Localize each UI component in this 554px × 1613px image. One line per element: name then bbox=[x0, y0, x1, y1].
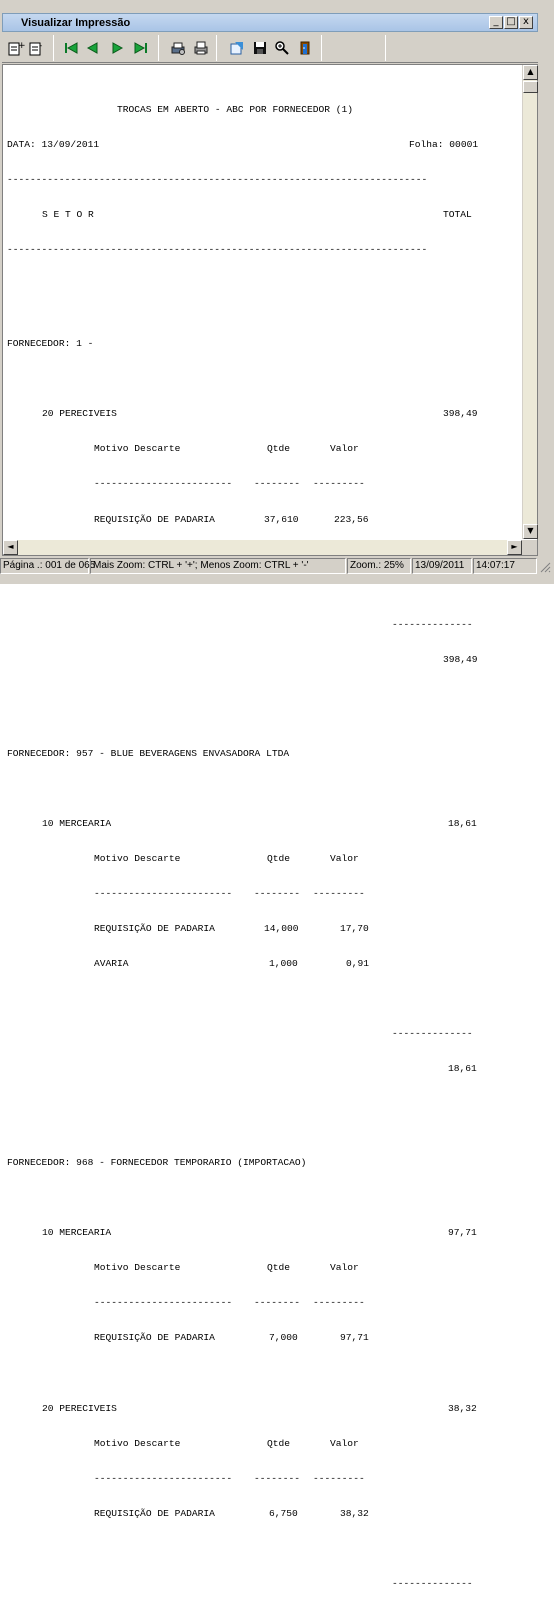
column-header-valor: Valor bbox=[330, 1262, 359, 1274]
rule: ------------------------------------------------------------------------- bbox=[7, 244, 428, 256]
status-zoom-hint: Mais Zoom: CTRL + '+'; Menos Zoom: CTRL + '-' bbox=[90, 558, 346, 574]
report-title: TROCAS EM ABERTO - ABC POR FORNECEDOR (1) bbox=[117, 104, 354, 116]
sector-total: 38,32 bbox=[448, 1402, 477, 1414]
rule: -------------- bbox=[392, 1028, 473, 1040]
report-page-number: Folha: 00001 bbox=[409, 139, 479, 151]
maximize-button[interactable]: □ bbox=[504, 16, 518, 29]
column-header-motivo: Motivo Descarte bbox=[94, 443, 181, 455]
scrollbar-corner bbox=[522, 540, 537, 555]
row-valor: 223,56 bbox=[334, 513, 369, 525]
sector-name: 10 MERCEARIA bbox=[42, 1227, 112, 1239]
minimize-button[interactable]: _ bbox=[489, 16, 503, 29]
save-icon[interactable] bbox=[251, 39, 269, 57]
status-time: 14:07:17 bbox=[473, 558, 537, 574]
column-header-motivo: Motivo Descarte bbox=[94, 1262, 181, 1274]
rule: ------------------------ bbox=[94, 1472, 233, 1484]
close-button[interactable]: x bbox=[519, 16, 533, 29]
row-valor: 97,71 bbox=[340, 1332, 369, 1344]
resize-grip-icon[interactable] bbox=[539, 561, 551, 573]
vertical-scrollbar[interactable] bbox=[522, 65, 537, 539]
column-header-qtde: Qtde bbox=[267, 852, 291, 864]
rule: --------- bbox=[313, 1472, 365, 1484]
column-header-total: TOTAL bbox=[443, 209, 472, 221]
row-motivo: REQUISIÇÃO DE PADARIA bbox=[94, 1332, 215, 1344]
row-valor: 17,70 bbox=[340, 922, 369, 934]
sector-total: 398,49 bbox=[443, 408, 478, 420]
scroll-right-icon[interactable]: ► bbox=[507, 540, 522, 555]
export-icon[interactable] bbox=[228, 39, 246, 57]
first-page-icon[interactable] bbox=[62, 39, 80, 57]
toolbar-separator bbox=[158, 35, 159, 61]
supplier-heading: FORNECEDOR: 957 - BLUE BEVERAGENS ENVASADORA LTDA bbox=[7, 747, 290, 759]
rule: ------------------------------------------------------------------------- bbox=[7, 174, 428, 186]
rule: -------------- bbox=[392, 1578, 473, 1590]
row-motivo: AVARIA bbox=[94, 958, 129, 970]
row-qtde: 6,750 bbox=[269, 1507, 298, 1519]
rule: -------- bbox=[254, 1472, 301, 1484]
supplier-subtotal: 18,61 bbox=[448, 1063, 477, 1075]
status-date: 13/09/2011 bbox=[412, 558, 472, 574]
supplier-heading: FORNECEDOR: 1 - bbox=[7, 338, 94, 350]
toolbar-separator bbox=[53, 35, 54, 61]
row-motivo: REQUISIÇÃO DE PADARIA bbox=[94, 922, 215, 934]
row-motivo: REQUISIÇÃO DE PADARIA bbox=[94, 1507, 215, 1519]
rule: ------------------------ bbox=[94, 887, 233, 899]
sector-name: 20 PERECIVEIS bbox=[42, 1402, 117, 1414]
supplier-heading: FORNECEDOR: 968 - FORNECEDOR TEMPORARIO (IMPORTACAO) bbox=[7, 1156, 307, 1168]
row-qtde: 14,000 bbox=[264, 922, 299, 934]
rule: -------- bbox=[254, 1297, 301, 1309]
sector-name: 20 PERECIVEIS bbox=[42, 408, 117, 420]
row-motivo: REQUISIÇÃO DE PADARIA bbox=[94, 513, 215, 525]
row-qtde: 37,610 bbox=[264, 513, 299, 525]
column-header-qtde: Qtde bbox=[267, 1262, 291, 1274]
sector-total: 18,61 bbox=[448, 817, 477, 829]
zoom-out-page-icon[interactable] bbox=[28, 39, 46, 57]
print-icon[interactable] bbox=[192, 39, 210, 57]
status-bar bbox=[0, 558, 554, 574]
status-zoom: Zoom.: 25% bbox=[347, 558, 411, 574]
zoom-in-page-icon[interactable] bbox=[7, 39, 25, 57]
status-page: Página .: 001 de 065 bbox=[0, 558, 89, 574]
exit-icon[interactable] bbox=[296, 39, 314, 57]
column-header-valor: Valor bbox=[330, 1437, 359, 1449]
column-header-valor: Valor bbox=[330, 443, 359, 455]
toolbar-separator bbox=[385, 35, 386, 61]
toolbar-separator bbox=[216, 35, 217, 61]
column-header-qtde: Qtde bbox=[267, 1437, 291, 1449]
horizontal-scrollbar[interactable] bbox=[3, 540, 522, 555]
next-page-icon[interactable] bbox=[108, 39, 126, 57]
window-title: Visualizar Impressão bbox=[21, 17, 131, 29]
column-header-qtde: Qtde bbox=[267, 443, 291, 455]
sector-total: 97,71 bbox=[448, 1227, 477, 1239]
rule: -------- bbox=[254, 478, 301, 490]
search-icon[interactable] bbox=[273, 39, 291, 57]
svg-text:-: - bbox=[39, 41, 43, 51]
rule: --------- bbox=[313, 887, 365, 899]
supplier-subtotal: 398,49 bbox=[443, 653, 478, 665]
last-page-icon[interactable] bbox=[132, 39, 150, 57]
scroll-left-icon[interactable]: ◄ bbox=[3, 540, 18, 555]
row-qtde: 7,000 bbox=[269, 1332, 298, 1344]
scroll-thumb[interactable] bbox=[523, 81, 538, 93]
column-header-motivo: Motivo Descarte bbox=[94, 1437, 181, 1449]
title-bar[interactable] bbox=[2, 13, 538, 32]
scroll-down-icon[interactable]: ▼ bbox=[523, 524, 538, 539]
report-page bbox=[7, 69, 501, 1613]
scroll-up-icon[interactable]: ▲ bbox=[523, 65, 538, 80]
previous-page-icon[interactable] bbox=[84, 39, 102, 57]
report-date: DATA: 13/09/2011 bbox=[7, 139, 100, 151]
row-valor: 0,91 bbox=[346, 958, 370, 970]
row-qtde: 1,000 bbox=[269, 958, 298, 970]
rule: ------------------------ bbox=[94, 1297, 233, 1309]
sector-name: 10 MERCEARIA bbox=[42, 817, 112, 829]
rule: ------------------------ bbox=[94, 478, 233, 490]
column-header-setor: S E T O R bbox=[42, 209, 94, 221]
rule: -------- bbox=[254, 887, 301, 899]
print-setup-icon[interactable] bbox=[169, 39, 187, 57]
column-header-valor: Valor bbox=[330, 852, 359, 864]
column-header-motivo: Motivo Descarte bbox=[94, 852, 181, 864]
toolbar bbox=[2, 33, 538, 63]
rule: -------------- bbox=[392, 618, 473, 630]
rule: --------- bbox=[313, 478, 365, 490]
toolbar-separator bbox=[321, 35, 322, 61]
row-valor: 38,32 bbox=[340, 1507, 369, 1519]
rule: --------- bbox=[313, 1297, 365, 1309]
svg-text:+: + bbox=[18, 41, 26, 51]
